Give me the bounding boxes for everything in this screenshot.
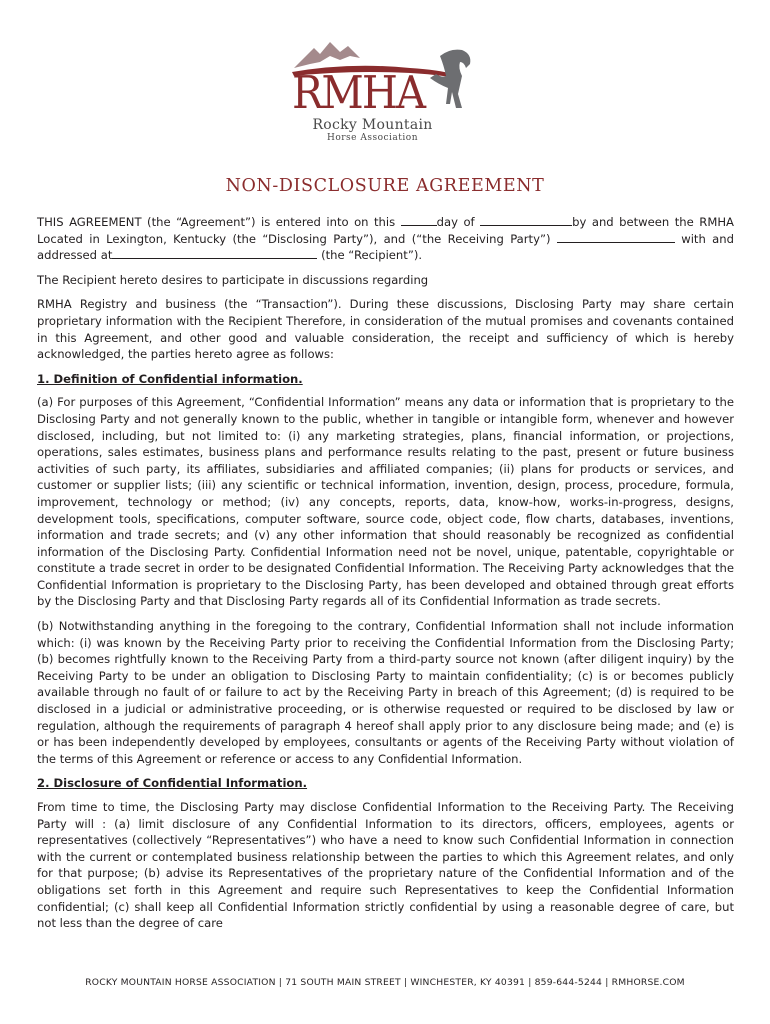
section-1-para-b: (b) Notwithstanding anything in the foregoing to the contrary, Confidential Information shall not include information which: (i) was known by the Receiving Party prior to receiving the Confidential Information from the Disclosing Party; (b) becomes rightfully known to the Receiving Party from a third-party source not known (after diligent inquiry) by the Receiving Party to be under an obligation to Disclosing Party to maintain confidentiality; (c) is or becomes publicly available through no fault of or failure to act by the Receiving Party in breach of this Agreement; (d) is required to be disclosed in a judicial or administrative proceeding, or is otherwise requested or required to be disclosed by law or regulation, although the requirements of paragraph 4 hereof shall apply prior to any disclosure being made; and (e) is or has been independently developed by employees, consultants or agents of the Receiving Party without violation of the terms of this Agreement or reference or access to any Confidential Information. xyxy=(37,619,734,766)
intro-text-2: day of xyxy=(436,215,481,229)
page-footer: ROCKY MOUNTAIN HORSE ASSOCIATION | 71 SOUTH MAIN STREET | WINCHESTER, KY 40391 | 859-644-5244 | RMHORSE.COM xyxy=(85,977,685,988)
section-2-para: From time to time, the Disclosing Party may disclose Confidential Information to the Receiving Party. The Receiving Party will : (a) limit disclosure of any Confidential Information to its directors, officers, employees, agents or representatives (collectively “Representatives”) who have a need to know such Confidential Information in connection with the current or contemplated business relationship between the parties to which this Agreement relates, and only for that purpose; (b) advise its Representatives of the proprietary nature of the Confidential Information and of the obligations set forth in this Agreement and require such Representatives to keep the Confidential Information confidential; (c) shall keep all Confidential Information strictly confidential by using a reasonable degree of care, but not less than the degree of care xyxy=(37,800,734,931)
page-title: NON-DISCLOSURE AGREEMENT xyxy=(225,176,545,196)
agreement-body xyxy=(37,214,734,940)
logo-acronym: RMHA xyxy=(292,66,425,119)
section-1-para-a: (a) For purposes of this Agreement, “Confidential Information” means any data or information that is proprietary to the Disclosing Party and not generally known to the public, whether in tangible or intangible form, whenever and however disclosed, including, but not limited to: (i) any marketing strategies, plans, financial information, or projections, operations, sales estimates, business plans and performance results relating to the past, present or future business activities of such party, its affiliates, subsidiaries and affiliated companies; (ii) plans for products or services, and customer or supplier lists; (iii) any scientific or technical information, invention, design, process, procedure, formula, improvement, technology or method; (iv) any concepts, reports, data, know-how, works-in-progress, designs, development tools, specifications, computer software, source code, object code, flow charts, databases, inventions, information and trade secrets; and (v) any other information that should reasonably be recognized as confidential information of the Disclosing Party. Confidential Information need not be novel, unique, patentable, copyrightable or constitute a trade secret in order to be designated Confidential Information. The Receiving Party acknowledges that the Confidential Information is proprietary to the Disclosing Party, has been developed and obtained through great efforts by the Disclosing Party and that Disclosing Party regards all of its Confidential Information as trade secrets. xyxy=(37,395,734,609)
logo-line1: Rocky Mountain xyxy=(312,117,433,133)
discussion-paragraph: The Recipient hereto desires to participate in discussions regarding xyxy=(37,272,429,287)
receiving-party-blank[interactable] xyxy=(557,231,675,243)
section-1-heading: 1. Definition of Confidential information. xyxy=(37,371,303,386)
intro-text-5: (the “Recipient”). xyxy=(317,248,423,263)
transaction-paragraph: RMHA Registry and business (the “Transaction”). During these discussions, Disclosing Party may share certain proprietary information with the Recipient Therefore, in consideration of the mutual promises and covenants contained in this Agreement, and other good and valuable consideration, the receipt and sufficiency of which is hereby acknowledged, the parties hereto agree as follows: xyxy=(37,297,734,362)
intro-paragraph xyxy=(37,214,734,264)
logo-line2: Horse Association xyxy=(326,133,419,143)
rmha-logo xyxy=(290,34,475,144)
intro-text-4: with and addressed at xyxy=(37,231,734,263)
intro-text-3: by and between the RMHA Located in Lexington, Kentucky (the “Disclosing Party”), and (“the Receiving Party”) xyxy=(37,215,734,246)
address-blank[interactable] xyxy=(112,247,317,259)
intro-text-1: THIS AGREEMENT (the “Agreement”) is entered into on this xyxy=(37,215,401,229)
day-blank[interactable] xyxy=(401,214,437,226)
section-2-heading: 2. Disclosure of Confidential Information. xyxy=(37,776,308,791)
month-blank[interactable] xyxy=(480,214,572,226)
